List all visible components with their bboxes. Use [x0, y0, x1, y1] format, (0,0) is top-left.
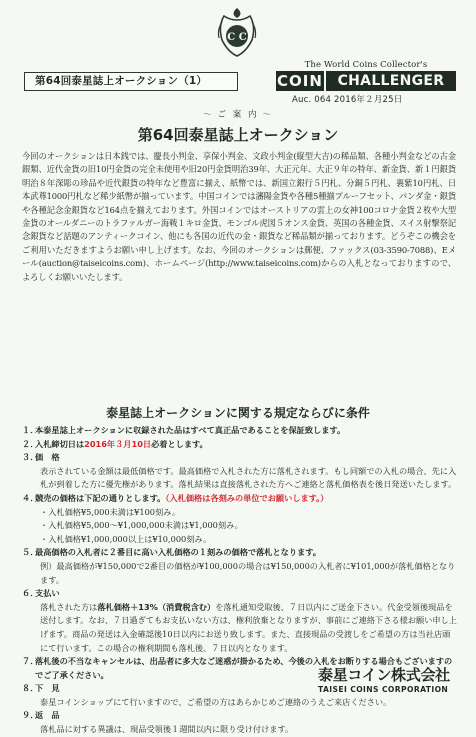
rule-number: ６．	[22, 588, 39, 599]
deadline-suffix: 必着とします。	[151, 438, 208, 449]
taisei-emblem-logo	[214, 6, 260, 58]
main-title: 第64回泰星誌上オークション	[137, 126, 339, 144]
rule-text: 本泰星誌上オークションに収録された品はすべて真正品であることを保証致します。	[35, 425, 346, 435]
rule-1	[22, 424, 458, 438]
intro-paragraph: 今回のオークションは日本銭では、慶長小判金、享保小判金、文政小判金(縦型大吉)の稀品類、各種小判金などの古金銀類、近代金貨の旧10円金貨の完全未使用や旧20円金貨明治39年、大正元年、大正９年の特年、新金貨、新１円銀貨明治８年深彫の珍品や近代銀貨の特年など豊富に揃え、紙幣では、新国立銀行５円札、分銅５円札、裏紫10円札、日本武尊1000円札など稀少紙幣が揃っています。中国コインでは瀋陽金貨や各種5種揃プルーフセット、パンダ金・銀貨や各種記念金銀貨など164点を揃えております。外国コインではオーストリアの雲上の女神100コロナ金貨２枚や大型金貨のオールダニーのトラファルガー海戦１キロ金貨、モンゴル虎図５オンス金貨、英国の各種金貨、スイス射撃祭記念銀貨など話題のアンティークコイン、他にも各国の近代の金・銀貨など稀品類が揃っております。どうぞこの機会をご利用いただきますようお願い申し上げます。なお、今回のオークションは郵便、ファックス(03-3590-7088)、Eメール(auction@taiseicoins.com)、ホームページ(http://www.taiseicoins.com)からの入札となっておりますので、よろしくお願いいたします。	[22, 151, 456, 282]
rule-number: ５．	[22, 547, 39, 558]
emblem-letters: C C	[227, 32, 247, 43]
auction-title-box: 第64回泰星誌上オークション（1）	[24, 72, 238, 91]
rule-5-body: 例）最高価格が¥150,000で2番目の価格が¥100,000の場合は¥150,000の入札者に¥101,000が落札価格となります。	[40, 560, 456, 585]
rule-heading: 最高価格の入札者に２番目に高い入札価格の１刻みの価格で落札となります。	[35, 547, 321, 558]
bid-increment-heading: 競売の価格は下記の通りとします。	[35, 492, 166, 503]
rule-8-body: 泰星コインショップにて行いますので、ご希望の方はあらかじめご連絡のうえご来店ください。	[40, 696, 392, 707]
payment-lead: 落札された方は	[40, 601, 98, 612]
rule-number: ４．	[22, 492, 39, 503]
rule-6	[22, 587, 458, 601]
rule-5	[22, 546, 458, 560]
rule-heading: 価 格	[35, 452, 60, 463]
rule-text	[35, 492, 328, 506]
rule-3	[22, 451, 458, 465]
bid-increment-item: ・入札価格¥5,000～¥1,000,000未満は¥1,000刻み。	[40, 520, 243, 531]
rule-number: ８．	[22, 683, 39, 694]
deadline-label: 入札締切日は	[35, 438, 85, 449]
rules-title: 泰星誌上オークションに関する規定ならびに条件	[106, 406, 370, 420]
rule-9	[22, 709, 458, 723]
bid-increment-note: （入札価格は各刻みの単位でお願いします。）	[165, 492, 329, 503]
rule-heading: 下 見	[35, 683, 60, 694]
rule-text	[35, 438, 208, 452]
brand-logo-challenger: CHALLENGER	[326, 71, 456, 91]
rule-number: ９．	[22, 710, 39, 721]
rule-4	[22, 492, 458, 506]
payment-amount: 落札価格＋13%（消費税含む）	[97, 601, 216, 612]
company-name-jp: 泰星コイン株式会社	[318, 666, 450, 684]
rule-number: ７．	[22, 656, 39, 667]
rule-2	[22, 438, 458, 452]
brand-logo	[276, 71, 456, 91]
rule-number: ２．	[22, 438, 39, 449]
rule-3-body: 表示されている金額は最低価格です。最高価格で入札された方に落札されます。もし同額での入札の場合、先に入札が到着した方に優先権があります。落札結果は直接落札された方へご連絡と落札価格表を後日発送いたします。	[40, 465, 457, 490]
deadline-date: 2016年３月10日	[84, 438, 152, 449]
company-logo	[318, 664, 458, 694]
rule-heading: 返 品	[35, 710, 60, 721]
rule-number: １．	[22, 425, 39, 435]
guide-label: 〜 ご 案 内 〜	[0, 108, 476, 120]
rule-heading: 落札後の不当なキャンセルは、出品者に多大なご迷惑が掛かるため、今後の入札をお断りする場合もございますのでご了承ください。	[35, 656, 453, 680]
bid-increment-item: ・入札価格¥5,000未満は¥100刻み。	[40, 506, 181, 517]
coin-challenger-brand	[276, 60, 456, 105]
company-name-en: TAISEI COINS CORPORATION	[318, 685, 449, 694]
rule-6-body	[22, 601, 458, 655]
payment-details: を落札通知受取後、７日以内にご送金下さい。代金受領後現品を送付します。なお、７日過ぎてもお支払いない方は、権利放棄となりますが、事前にご連絡下さる様お願い申し上げます。商品の発送は入金確認後10日以内にお送り致します。また、直接現品の受渡しをご希望の方は当社店頭にて行います。この場合の権利期間も落札後、７日以内となります。	[40, 601, 457, 653]
brand-subtitle: The World Coins Collector's	[304, 60, 428, 70]
brand-logo-coin: COIN	[277, 72, 323, 90]
bid-increment-item: ・入札価格¥1,000,000以上は¥10,000刻み。	[40, 533, 212, 544]
rule-heading: 支払い	[35, 588, 60, 599]
auction-number-date: Auc. 064 2016年２月25日	[292, 95, 403, 105]
rule-number: ３．	[22, 452, 39, 463]
rule-9-body: 落札品に対する異議は、現品受領後１週間以内に限り受け付けます。	[40, 724, 294, 735]
